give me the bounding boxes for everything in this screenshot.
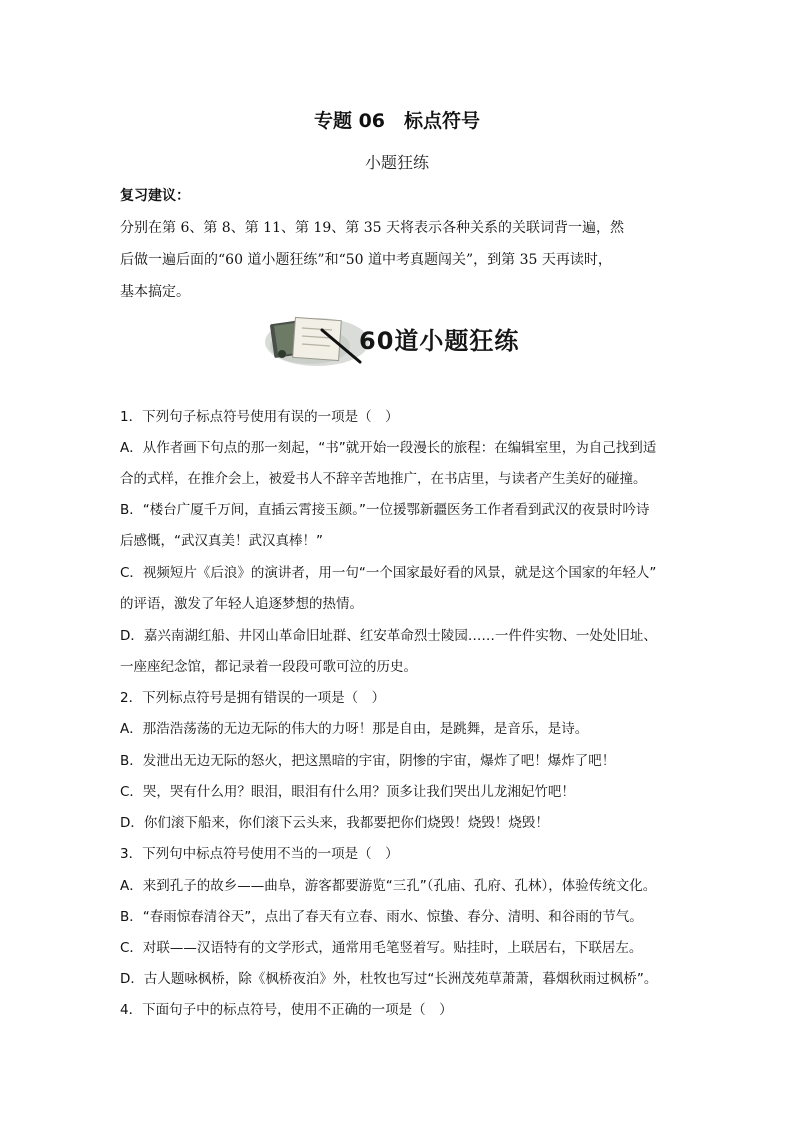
review-line: 后做一遍后面的“60 道小题狂练”和“50 道中考真题闯关”，到第 35 天再读时， xyxy=(120,252,612,268)
question-stem: 3．下列句中标点符号使用不当的一项是（ ） xyxy=(120,846,399,862)
question-option: A．从作者画下句点的那一刻起，“书”就开始一段漫长的旅程：在编辑室里，为自己找到适 xyxy=(120,440,657,456)
review-line: 分别在第 6、第 8、第 11、第 19、第 35 天将表示各种关系的关联词背一遍，然 xyxy=(120,220,624,236)
question-option: D．嘉兴南湖红船、井冈山革命旧址群、红安革命烈士陵园……一件件实物、一处处旧址、 xyxy=(120,628,657,644)
question-option: A．来到孔子的故乡——曲阜，游客都要游览“三孔”（孔庙、孔府、孔林），体验传统文化。 xyxy=(120,878,657,894)
question-stem: 2．下列标点符号是拥有错误的一项是（ ） xyxy=(120,690,386,706)
question-option: 一座座纪念馆，都记录着一段段可歌可泣的历史。 xyxy=(120,659,417,675)
question-option: 的评语，激发了年轻人追逐梦想的热情。 xyxy=(120,596,363,612)
question-option: D．你们滚下船来，你们滚下云头来，我都要把你们烧毁！烧毁！烧毁！ xyxy=(120,815,549,831)
review-line: 基本搞定。 xyxy=(120,284,190,300)
page-title: 专题 06 标点符号 xyxy=(313,110,481,132)
question-stem: 4．下面句子中的标点符号，使用不正确的一项是（ ） xyxy=(120,1002,453,1018)
question-option: D．古人题咏枫桥，除《枫桥夜泊》外，杜牧也写过“长洲茂苑草萧萧，暮烟秋雨过枫桥”。 xyxy=(120,971,658,987)
page-subtitle: 小题狂练 xyxy=(364,153,429,172)
question-option: C．哭，哭有什么用？眼泪，眼泪有什么用？顶多让我们哭出儿龙湘妃竹吧！ xyxy=(120,784,575,800)
question-option: B．“春雨惊春清谷天”，点出了春天有立春、雨水、惊蛰、春分、清明、和谷雨的节气。 xyxy=(120,909,643,925)
question-option: C．视频短片《后浪》的演讲者，用一句“一个国家最好看的风景，就是这个国家的年轻人” xyxy=(120,565,657,581)
question-option: 合的式样，在推介会上，被爱书人不辞辛苦地推广，在书店里，与读者产生美好的碰撞。 xyxy=(120,471,647,487)
question-option: B．发泄出无边无际的怒火，把这黑暗的宇宙，阴惨的宇宙，爆炸了吧！爆炸了吧！ xyxy=(120,753,616,769)
question-stem: 1．下列句子标点符号使用有误的一项是（ ） xyxy=(120,409,399,425)
review-heading: 复习建议： xyxy=(120,188,190,204)
section-banner xyxy=(262,310,537,372)
question-option: 后感慨，“武汉真美！武汉真棒！” xyxy=(120,533,323,549)
banner-label: 60道小题狂练 xyxy=(359,327,520,355)
question-option: B．“楼台广厦千万间，直插云霄接玉颜。”一位援鄂新疆医务工作者看到武汉的夜景时吟诗 xyxy=(120,502,650,518)
question-option: C．对联——汉语特有的文学形式，通常用毛笔竖着写。贴挂时，上联居右，下联居左。 xyxy=(120,940,643,956)
question-option: A．那浩浩荡荡的无边无际的伟大的力呀！那是自由，是跳舞，是音乐，是诗。 xyxy=(120,721,589,737)
